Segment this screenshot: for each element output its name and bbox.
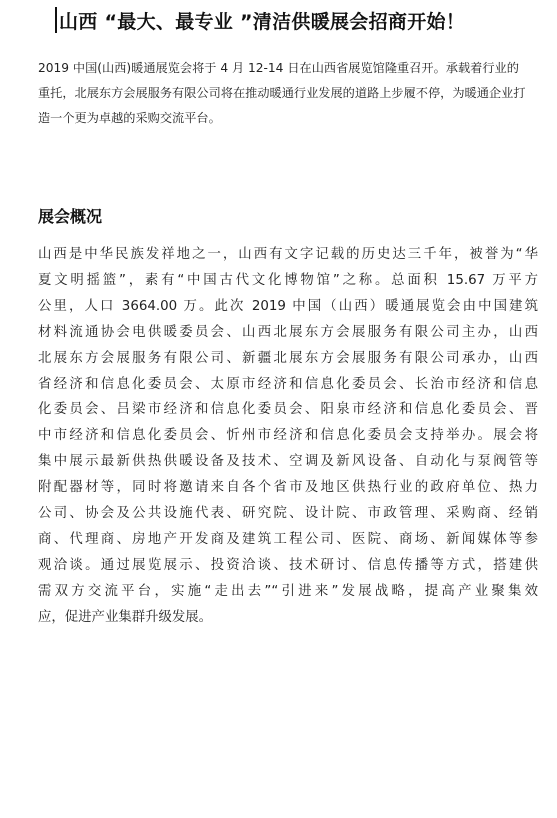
overview-paragraph <box>38 242 538 631</box>
body-line: 山西是中华民族发祥地之一，山西有文字记载的历史达三千年，被誉为“华 <box>38 247 538 262</box>
body-line: 省经济和信息化委员会、太原市经济和信息化委员会、长治市经济和信息 <box>38 376 538 392</box>
intro-paragraph <box>38 56 538 131</box>
text-cursor <box>55 7 57 33</box>
body-line: 材料流通协会电供暖委员会、山西北展东方会展服务有限公司主办，山西 <box>38 324 538 340</box>
body-line: 附配器材等，同时将邀请来自各个省市及地区供热行业的政府单位、热力 <box>38 480 538 496</box>
article-title-block <box>55 5 465 35</box>
body-line: 北展东方会展服务有限公司、新疆北展东方会展服务有限公司承办，山西 <box>38 350 538 366</box>
intro-line: 造一个更为卓越的采购交流平台。 <box>38 111 221 125</box>
body-line: 中市经济和信息化委员会、忻州市经济和信息化委员会支持举办。展会将 <box>38 428 538 444</box>
body-line: 化委员会、吕梁市经济和信息化委员会、阳泉市经济和信息化委员会、晋 <box>38 402 538 418</box>
body-line: 公里，人口 3664.00 万。此次 2019 中国（山西）暖通展览会由中国建筑 <box>38 298 538 314</box>
article-title: 山西 “最大、最专业 ”清洁供暖展会招商开始！ <box>59 10 466 33</box>
intro-line: 重托，北展东方会展服务有限公司将在推动暖通行业发展的道路上步履不停，为暖通企业打 <box>38 86 526 100</box>
body-line: 观洽谈。通过展览展示、投资洽谈、技术研讨、信息传播等方式，搭建供 <box>38 557 538 573</box>
body-line: 夏文明摇篮”，素有“中国古代文化博物馆”之称。总面积 15.67 万平方 <box>38 272 538 288</box>
body-line: 需双方交流平台，实施“走出去”“引进来”发展战略，提高产业聚集效 <box>38 583 538 599</box>
body-line: 商、代理商、房地产开发商及建筑工程公司、医院、商场、新闻媒体等参 <box>38 531 538 547</box>
body-line: 公司、协会及公共设施代表、研究院、设计院、市政管理、采购商、经销 <box>38 506 538 522</box>
body-line: 应，促进产业集群升级发展。 <box>38 609 213 625</box>
body-line: 集中展示最新供热供暖设备及技术、空调及新风设备、自动化与泵阀管等 <box>38 454 538 470</box>
intro-line: 2019 中国(山西)暖通展览会将于 4 月 12-14 日在山西省展览馆隆重召开。承载着行业的 <box>38 61 519 75</box>
section-heading: 展会概况 <box>38 207 103 226</box>
